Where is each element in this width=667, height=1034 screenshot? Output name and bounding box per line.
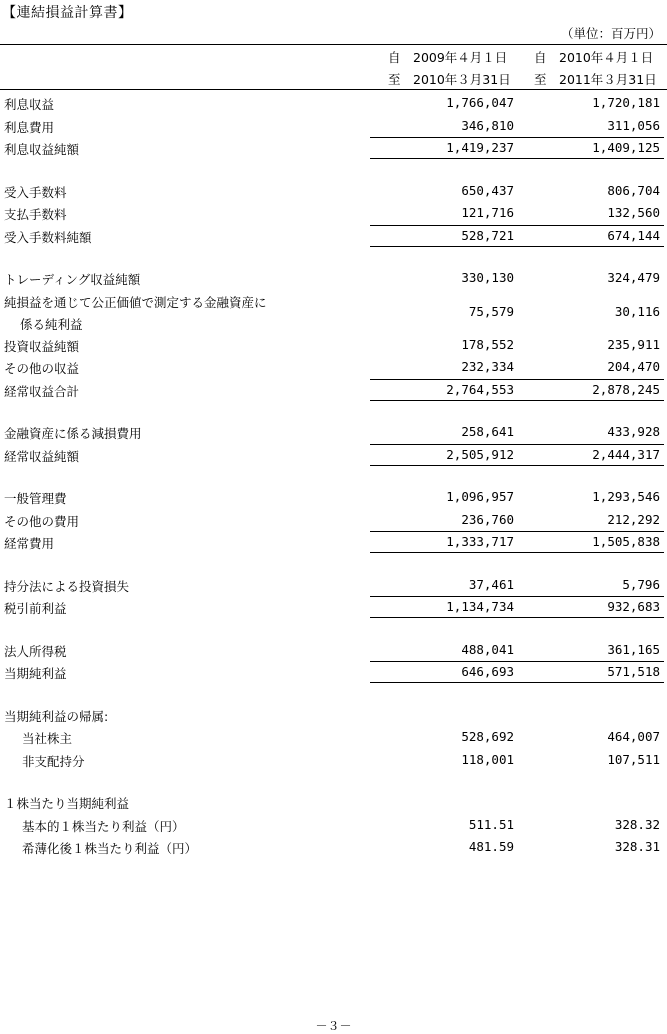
row-label: 当期純利益の帰属: bbox=[4, 708, 109, 724]
header-rule bbox=[0, 89, 667, 90]
value-fy2009: 121,716 bbox=[461, 205, 514, 220]
row-label: 受入手数料純額 bbox=[4, 229, 92, 245]
table-row bbox=[0, 92, 667, 115]
table-row-subtotal bbox=[0, 137, 667, 160]
value-fy2010: 324,479 bbox=[607, 270, 660, 285]
income-statement-table bbox=[0, 92, 667, 859]
table-row bbox=[0, 267, 667, 290]
value-fy2010: 433,928 bbox=[607, 424, 660, 439]
value-fy2010: 235,911 bbox=[607, 336, 660, 352]
value-fy2010: 1,505,838 bbox=[520, 534, 660, 549]
table-row bbox=[0, 290, 667, 334]
table-row bbox=[0, 814, 667, 837]
col1-from: 自 2009年４月１日 bbox=[388, 50, 508, 65]
value-fy2009: 528,692 bbox=[461, 729, 514, 744]
table-row bbox=[0, 421, 667, 444]
section-heading-row bbox=[0, 791, 667, 814]
value-fy2010: 311,056 bbox=[607, 117, 660, 133]
spacer bbox=[0, 247, 667, 267]
value-fy2010: 464,007 bbox=[607, 729, 660, 744]
row-label: その他の費用 bbox=[4, 513, 80, 529]
col1-to: 至 2010年３月31日 bbox=[388, 72, 511, 87]
value-fy2010: 132,560 bbox=[607, 205, 660, 220]
value-fy2010: 2,444,317 bbox=[520, 447, 660, 462]
table-row-subtotal bbox=[0, 661, 667, 684]
table-row bbox=[0, 574, 667, 597]
row-label: 金融資産に係る減損費用 bbox=[4, 426, 142, 441]
spacer bbox=[0, 684, 667, 704]
value-fy2009: 1,096,957 bbox=[446, 489, 514, 504]
row-label: 経常費用 bbox=[4, 536, 55, 551]
col2-from: 自 2010年４月１日 bbox=[534, 50, 654, 65]
section-heading-row bbox=[0, 704, 667, 727]
row-label: 当社株主 bbox=[22, 731, 73, 746]
value-fy2009: 258,641 bbox=[461, 424, 514, 439]
value-fy2010: 30,116 bbox=[614, 303, 660, 319]
value-fy2010: 107,511 bbox=[607, 751, 660, 767]
spacer bbox=[0, 554, 667, 574]
value-fy2010: 328.31 bbox=[614, 839, 660, 854]
unit-label: （単位：百万円） bbox=[560, 26, 661, 41]
value-fy2009: 178,552 bbox=[461, 336, 514, 352]
row-label: 希薄化後１株当たり利益（円） bbox=[22, 841, 198, 856]
value-fy2009: 528,721 bbox=[374, 228, 514, 243]
row-label: 持分法による投資損失 bbox=[4, 578, 130, 594]
row-label: 支払手数料 bbox=[4, 207, 67, 222]
value-fy2009: 1,333,717 bbox=[374, 534, 514, 549]
row-label: トレーディング収益純額 bbox=[4, 272, 141, 287]
table-row bbox=[0, 836, 667, 859]
table-row bbox=[0, 749, 667, 772]
row-label: 受入手数料 bbox=[4, 184, 67, 200]
row-label: 経常収益純額 bbox=[4, 448, 80, 464]
row-label: 当期純利益 bbox=[4, 666, 67, 681]
row-label: 投資収益純額 bbox=[4, 338, 80, 354]
table-row bbox=[0, 639, 667, 662]
value-fy2009: 511.51 bbox=[468, 816, 514, 832]
table-row bbox=[0, 115, 667, 138]
spacer bbox=[0, 466, 667, 486]
value-fy2009: 346,810 bbox=[461, 117, 514, 133]
table-row bbox=[0, 180, 667, 203]
row-label: 非支配持分 bbox=[22, 753, 85, 769]
table-row bbox=[0, 356, 667, 379]
value-fy2010: 328.32 bbox=[614, 816, 660, 832]
value-fy2010: 1,720,181 bbox=[592, 95, 660, 110]
spacer bbox=[0, 771, 667, 791]
value-fy2010: 1,409,125 bbox=[520, 140, 660, 155]
table-row-subtotal bbox=[0, 444, 667, 467]
value-fy2009: 650,437 bbox=[461, 182, 514, 198]
row-label: 基本的１株当たり利益（円） bbox=[22, 818, 185, 834]
value-fy2009: 646,693 bbox=[374, 664, 514, 679]
row-label: 経常収益合計 bbox=[4, 383, 80, 399]
value-fy2010: 674,144 bbox=[520, 228, 660, 243]
value-fy2009: 118,001 bbox=[461, 751, 514, 767]
row-label: 利息収益純額 bbox=[4, 142, 80, 157]
table-row-subtotal bbox=[0, 379, 667, 402]
value-fy2010: 5,796 bbox=[622, 576, 660, 592]
spacer bbox=[0, 401, 667, 421]
row-label: 一般管理費 bbox=[4, 491, 67, 506]
value-fy2009: 1,766,047 bbox=[446, 95, 514, 110]
row-label-continued: 係る純利益 bbox=[20, 316, 83, 332]
value-fy2009: 37,461 bbox=[468, 576, 514, 592]
table-row-subtotal bbox=[0, 225, 667, 248]
value-fy2009: 1,419,237 bbox=[374, 140, 514, 155]
table-row bbox=[0, 509, 667, 532]
row-label: 法人所得税 bbox=[4, 643, 67, 659]
row-label: 利息収益 bbox=[4, 97, 55, 112]
value-fy2010: 932,683 bbox=[520, 599, 660, 614]
value-fy2009: 1,134,734 bbox=[374, 599, 514, 614]
top-rule bbox=[0, 44, 667, 45]
value-fy2010: 1,293,546 bbox=[592, 489, 660, 504]
spacer bbox=[0, 619, 667, 639]
value-fy2010: 806,704 bbox=[607, 182, 660, 198]
table-row-subtotal bbox=[0, 531, 667, 554]
row-label: 純損益を通じて公正価値で測定する金融資産に bbox=[4, 294, 267, 310]
row-label: その他の収益 bbox=[4, 361, 80, 376]
value-fy2009: 2,505,912 bbox=[374, 447, 514, 462]
value-fy2009: 2,764,553 bbox=[374, 382, 514, 397]
row-label: １株当たり当期純利益 bbox=[4, 796, 130, 811]
col2-to: 至 2011年３月31日 bbox=[534, 72, 657, 87]
value-fy2009: 232,334 bbox=[461, 359, 514, 374]
row-label: 利息費用 bbox=[4, 119, 55, 135]
table-row bbox=[0, 486, 667, 509]
value-fy2009: 488,041 bbox=[461, 641, 514, 657]
row-label: 税引前利益 bbox=[4, 601, 67, 616]
value-fy2010: 361,165 bbox=[607, 641, 660, 657]
statement-title: 【連結損益計算書】 bbox=[2, 5, 133, 21]
table-row bbox=[0, 334, 667, 357]
value-fy2009: 75,579 bbox=[468, 303, 514, 319]
table-row bbox=[0, 726, 667, 749]
value-fy2010: 571,518 bbox=[520, 664, 660, 679]
page-number: －３－ bbox=[315, 1019, 352, 1033]
value-fy2009: 481.59 bbox=[468, 839, 514, 854]
value-fy2009: 330,130 bbox=[461, 270, 514, 285]
table-row bbox=[0, 202, 667, 225]
table-row-subtotal bbox=[0, 596, 667, 619]
value-fy2010: 204,470 bbox=[607, 359, 660, 374]
value-fy2010: 2,878,245 bbox=[520, 382, 660, 397]
value-fy2010: 212,292 bbox=[607, 511, 660, 527]
spacer bbox=[0, 160, 667, 180]
value-fy2009: 236,760 bbox=[461, 511, 514, 527]
